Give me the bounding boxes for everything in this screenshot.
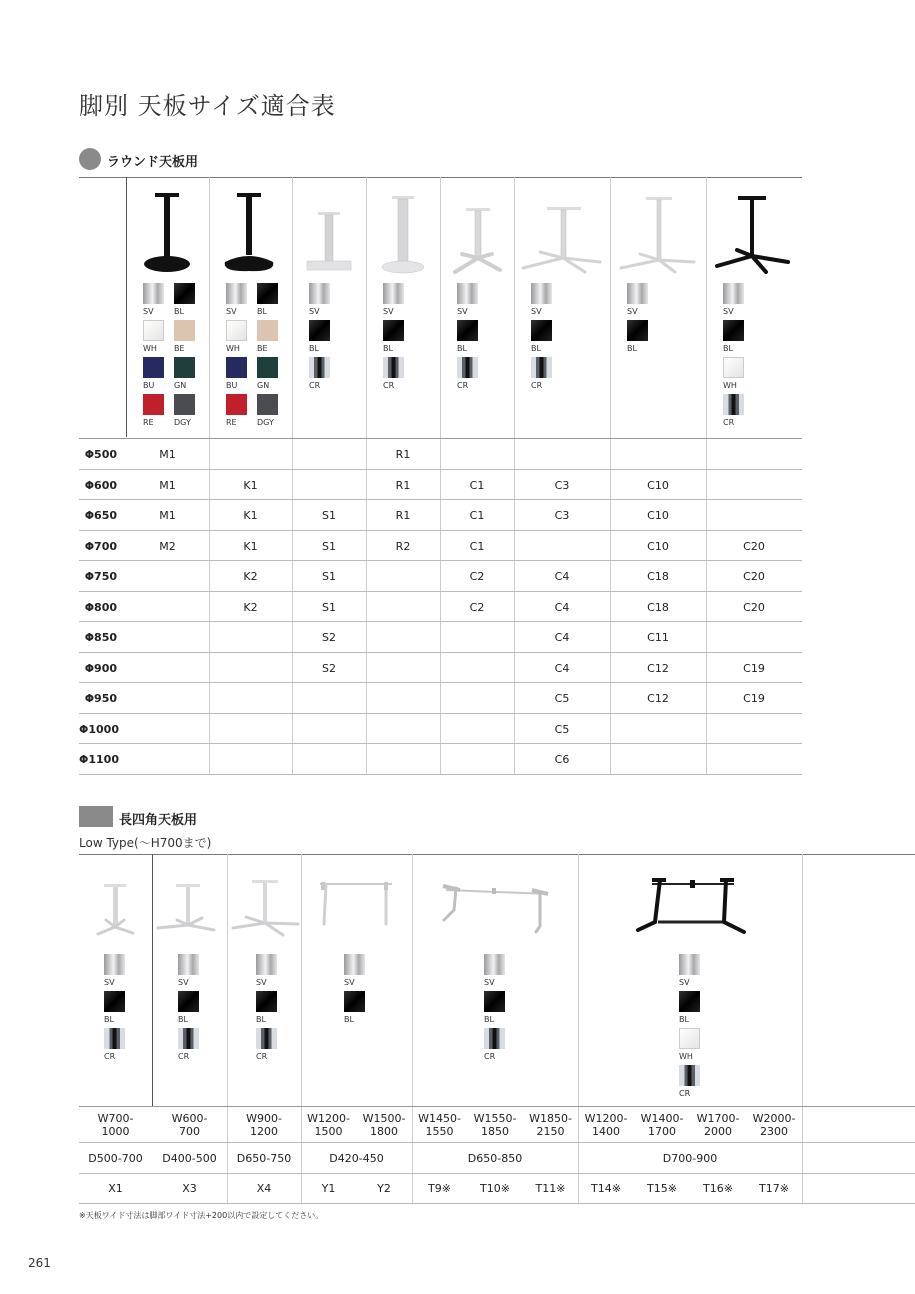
size-code-cell: C12 — [647, 661, 669, 675]
leg-s-icon — [307, 212, 351, 270]
size-code-cell: C3 — [554, 478, 570, 492]
width-range-cell: W1400- 1700 — [640, 1112, 684, 1138]
color-swatch-label: WH — [679, 1052, 693, 1061]
size-code-cell: C10 — [647, 478, 669, 492]
size-code-cell: C4 — [554, 570, 570, 583]
size-code-cell: K2 — [243, 600, 258, 614]
width-range-cell: W600- 700 — [171, 1112, 208, 1138]
color-swatch — [344, 954, 365, 975]
rect-section-subtitle: Low Type(～H700まで) — [79, 836, 212, 850]
width-range-cell: W700- 1000 — [97, 1112, 134, 1138]
size-code-cell: S1 — [322, 570, 336, 583]
leg-m-icon — [144, 193, 190, 272]
width-range-cell: W1200- 1500 — [307, 1112, 350, 1138]
color-swatch-label: BL — [174, 307, 184, 316]
color-swatch-label: DGY — [257, 418, 274, 427]
size-code-cell: C5 — [554, 722, 570, 736]
row-size-label: Φ750 — [84, 570, 117, 583]
color-swatch — [679, 1065, 700, 1086]
width-range-cell: W1500- 1800 — [362, 1112, 406, 1138]
leg-x1-icon — [98, 884, 133, 934]
color-swatch-label: SV — [383, 307, 394, 316]
color-swatch-label: SV — [457, 307, 468, 316]
color-swatch-label: BL — [457, 344, 467, 353]
color-swatch-label: BL — [178, 1015, 188, 1024]
rect-row-line — [79, 1142, 915, 1143]
color-swatch — [344, 991, 365, 1012]
leg-x3-icon — [158, 884, 214, 930]
color-swatch-label: SV — [104, 978, 115, 987]
color-swatch-label: BL — [531, 344, 541, 353]
color-swatch — [679, 954, 700, 975]
depth-range-cell: D650-850 — [467, 1152, 523, 1165]
color-swatch-label: SV — [627, 307, 638, 316]
color-swatch-label: BE — [257, 344, 268, 353]
leg-code-cell: T14※ — [591, 1182, 621, 1195]
row-size-label: Φ500 — [84, 448, 117, 461]
color-swatch-label: BL — [627, 344, 637, 353]
color-swatch — [256, 954, 277, 975]
leg-t9-icon — [443, 886, 548, 932]
size-code-cell: K1 — [243, 478, 258, 492]
color-swatch-label: RE — [143, 418, 154, 427]
width-range-cell: W900- 1200 — [246, 1112, 282, 1138]
color-swatch-label: SV — [344, 978, 355, 987]
round-row-line — [79, 560, 802, 561]
color-swatch-label: GN — [174, 381, 187, 390]
size-code-cell: C1 — [469, 478, 485, 492]
row-size-label: Φ650 — [84, 509, 117, 522]
size-code-cell: C20 — [743, 570, 765, 583]
row-size-label: Φ600 — [84, 478, 117, 492]
size-code-cell: R1 — [395, 509, 411, 522]
color-swatch — [484, 1028, 505, 1049]
row-size-label: Φ1100 — [79, 753, 119, 766]
leg-code-cell: X3 — [182, 1182, 197, 1195]
round-row-line — [79, 652, 802, 653]
size-code-cell: C2 — [469, 570, 485, 583]
color-swatch-label: BL — [344, 1015, 354, 1024]
width-range-cell: W1450- 1550 — [418, 1112, 461, 1138]
round-row-line — [79, 682, 802, 683]
color-swatch-label: DGY — [174, 418, 191, 427]
size-code-cell: C4 — [554, 631, 570, 644]
width-range-cell: W1200- 1400 — [584, 1112, 628, 1138]
size-code-cell: C5 — [554, 692, 570, 705]
leg-c3-icon — [523, 207, 600, 272]
color-swatch-label: CR — [256, 1052, 268, 1061]
color-swatch-label: BL — [257, 307, 267, 316]
color-swatch-label: CR — [178, 1052, 190, 1061]
color-swatch-label: BU — [143, 381, 155, 390]
rect-row-line — [79, 1173, 915, 1174]
color-swatch-label: BL — [383, 344, 393, 353]
color-swatch-label: BL — [309, 344, 319, 353]
color-swatch-label: CR — [723, 418, 735, 427]
size-code-cell: C10 — [647, 509, 669, 522]
size-code-cell: C1 — [469, 509, 485, 522]
size-code-cell: K1 — [243, 539, 258, 553]
round-row-line — [79, 774, 802, 775]
size-code-cell: M1 — [159, 478, 176, 492]
leg-c10-icon — [621, 197, 694, 272]
leg-c20-icon — [717, 196, 788, 272]
depth-range-cell: D700-900 — [662, 1152, 718, 1165]
color-swatch-label: SV — [309, 307, 320, 316]
width-range-cell: W1700- 2000 — [696, 1112, 740, 1138]
leg-code-cell: T15※ — [647, 1182, 677, 1195]
color-swatch — [679, 1028, 700, 1049]
color-swatch-label: CR — [104, 1052, 116, 1061]
color-swatch-label: BL — [679, 1015, 689, 1024]
size-code-cell: C2 — [469, 600, 485, 614]
row-size-label: Φ850 — [84, 631, 117, 644]
size-code-cell: R2 — [395, 539, 411, 553]
leg-code-cell: Y1 — [321, 1182, 336, 1195]
round-section-label: ラウンド天板用 — [107, 155, 199, 170]
color-swatch-label: SV — [723, 307, 734, 316]
color-swatch-label: CR — [383, 381, 395, 390]
size-code-cell: C18 — [647, 570, 669, 583]
section-marker-rect — [79, 806, 113, 827]
rect-section-label: 長四角天板用 — [119, 813, 198, 828]
leg-code-cell: T11※ — [535, 1182, 566, 1195]
leg-y-icon — [320, 882, 392, 924]
color-swatch-label: CR — [484, 1052, 496, 1061]
color-swatch-label: BE — [174, 344, 185, 353]
row-size-label: Φ950 — [84, 692, 117, 705]
page-number: 261 — [28, 1256, 51, 1270]
size-code-cell: C10 — [647, 539, 669, 553]
color-swatch — [256, 991, 277, 1012]
color-swatch-label: CR — [457, 381, 469, 390]
size-code-cell: R1 — [395, 448, 411, 461]
size-code-cell: C11 — [647, 631, 669, 644]
color-swatch-label: BL — [256, 1015, 266, 1024]
size-code-cell: K2 — [243, 570, 258, 583]
footnote: ※天板ワイド寸法は脚部ワイド寸法+200以内で設定してください。 — [79, 1211, 324, 1220]
round-row-line — [79, 591, 802, 592]
rect-table-top-border — [79, 854, 915, 855]
width-range-cell: W2000- 2300 — [752, 1112, 796, 1138]
size-code-cell: C20 — [743, 600, 765, 614]
depth-range-cell: D420-450 — [329, 1152, 384, 1165]
depth-range-cell: D400-500 — [162, 1152, 217, 1165]
leg-code-cell: X1 — [108, 1182, 123, 1195]
color-swatch-label: SV — [484, 978, 495, 987]
color-swatch-label: SV — [531, 307, 542, 316]
color-swatch-label: CR — [531, 381, 543, 390]
size-code-cell: S1 — [322, 509, 336, 522]
leg-code-cell: T16※ — [703, 1182, 733, 1195]
size-code-cell: C1 — [469, 539, 485, 553]
color-swatch — [178, 954, 199, 975]
color-swatch — [178, 991, 199, 1012]
size-code-cell: C4 — [554, 661, 570, 675]
color-swatch — [178, 1028, 199, 1049]
size-code-cell: C18 — [647, 600, 669, 614]
round-row-line — [79, 530, 802, 531]
leg-code-cell: T10※ — [480, 1182, 510, 1195]
depth-range-cell: D650-750 — [236, 1152, 292, 1165]
size-code-cell: S1 — [322, 600, 336, 614]
row-size-label: Φ900 — [84, 661, 117, 675]
leg-code-cell: X4 — [256, 1182, 272, 1195]
leg-r-icon — [382, 196, 424, 273]
leg-t14-icon — [638, 878, 744, 932]
round-row-line — [79, 621, 802, 622]
width-range-cell: W1550- 1850 — [473, 1112, 517, 1138]
color-swatch-label: GN — [257, 381, 270, 390]
color-swatch-label: SV — [143, 307, 154, 316]
size-code-cell: C3 — [554, 509, 570, 522]
size-code-cell: S2 — [322, 631, 336, 644]
leg-c1-icon — [455, 208, 500, 272]
size-code-cell: M1 — [159, 448, 176, 461]
leg-code-cell: T9※ — [428, 1182, 451, 1195]
size-code-cell: C19 — [743, 692, 765, 705]
round-row-line — [79, 713, 802, 714]
leg-code-cell: T17※ — [759, 1182, 789, 1195]
rect-divider-dark — [152, 854, 153, 1106]
rect-row-line — [79, 1203, 915, 1204]
color-swatch-label: BL — [484, 1015, 494, 1024]
round-row-line — [79, 743, 802, 744]
color-swatch-label: BL — [104, 1015, 114, 1024]
color-swatch — [256, 1028, 277, 1049]
size-code-cell: M2 — [159, 539, 176, 553]
color-swatch — [104, 1028, 125, 1049]
size-code-cell: C6 — [554, 753, 570, 766]
row-size-label: Φ700 — [84, 539, 117, 553]
color-swatch-label: SV — [679, 978, 690, 987]
size-code-cell: C4 — [554, 600, 570, 614]
leg-x4-icon — [233, 880, 298, 935]
size-code-cell: C12 — [647, 692, 669, 705]
size-code-cell: M1 — [159, 509, 176, 522]
depth-range-cell: D500-700 — [88, 1152, 143, 1165]
color-swatch — [104, 991, 125, 1012]
color-swatch-label: SV — [226, 307, 237, 316]
color-swatch — [484, 954, 505, 975]
round-row-line — [79, 499, 802, 500]
size-code-cell: S1 — [322, 539, 336, 553]
color-swatch — [484, 991, 505, 1012]
round-row-line — [79, 469, 802, 470]
row-size-label: Φ1000 — [79, 722, 119, 736]
color-swatch-label: WH — [226, 344, 240, 353]
color-swatch-label: SV — [256, 978, 267, 987]
color-swatch-label: CR — [309, 381, 321, 390]
rect-leg-illustrations — [0, 860, 915, 950]
color-swatch-label: WH — [143, 344, 157, 353]
color-swatch — [104, 954, 125, 975]
color-swatch-label: RE — [226, 418, 237, 427]
page-title: 脚別 天板サイズ適合表 — [79, 92, 336, 120]
color-swatch-label: SV — [178, 978, 189, 987]
color-swatch — [679, 991, 700, 1012]
row-size-label: Φ800 — [84, 600, 117, 614]
color-swatch-label: BU — [226, 381, 238, 390]
size-code-cell: C20 — [743, 539, 765, 553]
color-swatch-label: CR — [679, 1089, 691, 1098]
size-code-cell: K1 — [243, 509, 258, 522]
round-leg-illustrations — [0, 0, 915, 440]
size-code-cell: C19 — [743, 661, 765, 675]
color-swatch-label: BL — [723, 344, 733, 353]
leg-code-cell: Y2 — [377, 1182, 391, 1195]
rect-row-line — [79, 1106, 915, 1107]
rect-col-divider — [802, 854, 803, 1204]
color-swatch-label: WH — [723, 381, 737, 390]
size-code-cell: R1 — [395, 478, 411, 492]
width-range-cell: W1850- 2150 — [529, 1112, 572, 1138]
size-code-cell: S2 — [322, 661, 336, 675]
leg-k-icon — [225, 193, 274, 271]
